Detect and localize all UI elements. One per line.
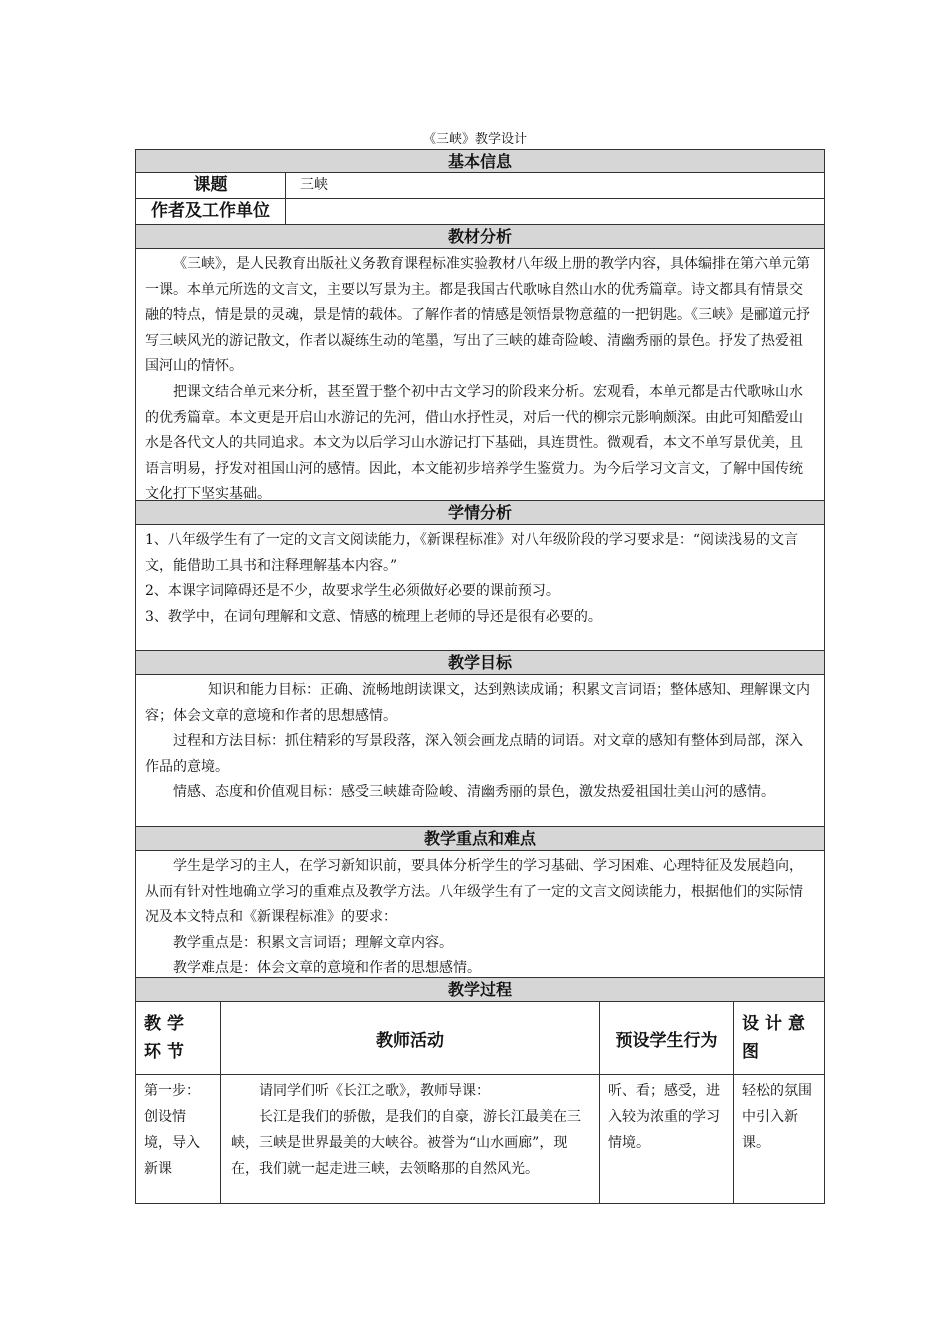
document-title: 《三峡》教学设计 xyxy=(422,132,527,147)
goal-knowledge: 知识和能力目标：正确、流畅地朗读课文，达到熟读成诵；积累文言词语；整体感知、理解课文内容；体会文章的意境和作者的思想感情。 xyxy=(145,682,810,724)
section-basic-info: 基本信息 xyxy=(135,149,825,173)
header-student-behavior: 预设学生行为 xyxy=(600,1002,734,1074)
keypoints-paragraph: 学生是学习的主人，在学习新知识前，要具体分析学生的学习基础、学习困难、心理特征及发展趋向，从而有针对性地确立学习的重难点及教学方法。八年级学生有了一定的文言文阅读能力，根据他们的实际情况及本文特点和《新课程标准》的要求： xyxy=(145,858,803,926)
topic-label: 课题 xyxy=(136,173,286,198)
difficult-point: 教学难点是：体会文章的意境和作者的思想感情。 xyxy=(173,960,481,977)
material-paragraph-2: 把课文结合单元来分析，甚至置于整个初中古文学习的阶段来分析。宏观看，本单元都是古代歌咏山水的优秀篇章。本文更是开启山水游记的先河，借山水抒性灵，对后一代的柳宗元影响颇深。由此可知酷爱山水是各代文人的共同追求。本文为以后学习山水游记打下基础，具连贯性。微观看，本文不单写景优美，且语言明易，抒发对祖国山河的感情。因此，本文能初步培养学生鉴赏力。为今后学习文言文，了解中国传统文化打下坚实基础。 xyxy=(145,383,803,503)
process-row-1 xyxy=(135,1075,825,1204)
student-behavior-cell: 听、看；感受，进入较为浓重的学习情境。 xyxy=(600,1075,734,1203)
goal-emotion: 情感、态度和价值观目标：感受三峡雄奇险峻、清幽秀丽的景色，激发热爱祖国壮美山河的感情。 xyxy=(173,784,775,801)
learner-analysis-body xyxy=(135,525,825,651)
goal-process: 过程和方法目标：抓住精彩的写景段落，深入领会画龙点睛的词语。对文章的感知有整体到局部，深入作品的意境。 xyxy=(145,733,803,775)
section-teaching-process: 教学过程 xyxy=(135,978,825,1002)
teacher-activity-intro: 请同学们听《长江之歌》，教师导课： xyxy=(259,1083,490,1099)
step-cell: 第一步：创设情境，导入新课 xyxy=(136,1075,221,1203)
design-intent-cell: 轻松的氛围中引入新课。 xyxy=(742,1083,812,1151)
lesson-plan-table xyxy=(135,149,825,1204)
author-value xyxy=(286,199,824,224)
section-learner-analysis: 学情分析 xyxy=(135,501,825,525)
section-teaching-goals: 教学目标 xyxy=(135,651,825,675)
teaching-goals-body xyxy=(135,675,825,827)
topic-value: 三峡 xyxy=(300,177,328,193)
learner-item-1: 1、八年级学生有了一定的文言文阅读能力，《新课程标准》对八年级阶段的学习要求是：“阅读浅易的文言文，能借助工具书和注释理解基本内容。” xyxy=(145,532,799,574)
process-header-row xyxy=(135,1002,825,1075)
teacher-activity-cell xyxy=(221,1075,600,1203)
learner-item-3: 3、教学中，在词句理解和文意、情感的梳理上老师的导还是很有必要的。 xyxy=(145,608,602,625)
section-material-analysis: 教材分析 xyxy=(135,225,825,249)
header-step: 教学环节 xyxy=(136,1002,221,1074)
material-paragraph-1: 《三峡》，是人民教育出版社义务教育课程标准实验教材八年级上册的教学内容，具体编排在第六单元第一课。本单元所选的文言文，主要以写景为主。都是我国古代歌咏自然山水的优秀篇章。诗文都具有情景交融的特点，情是景的灵魂，景是情的载体。了解作者的情感是领悟景物意蕴的一把钥匙。《三峡》是郦道元抒写三峡风光的游记散文，作者以凝练生动的笔墨，写出了三峡的雄奇险峻、清幽秀丽的景色。抒发了热爱祖国河山的情怀。 xyxy=(145,256,810,375)
author-label: 作者及工作单位 xyxy=(136,199,286,224)
header-teacher-activity: 教师活动 xyxy=(221,1002,600,1074)
teacher-activity-text: 长江是我们的骄傲，是我们的自豪，游长江最美在三峡，三峡是世界最美的大峡谷。被誉为“山水画廊”，现在，我们就一起走进三峡，去领略那的自然风光。 xyxy=(231,1109,581,1177)
header-design-intent: 设计意图 xyxy=(742,1014,811,1062)
learner-item-2: 2、本课字词障碍还是不少，故要求学生必须做好必要的课前预习。 xyxy=(145,583,560,600)
key-points-body xyxy=(135,851,825,978)
material-analysis-body xyxy=(135,249,825,501)
section-key-points: 教学重点和难点 xyxy=(135,827,825,851)
key-point: 教学重点是：积累文言词语；理解文章内容。 xyxy=(173,934,453,951)
author-row xyxy=(135,199,825,225)
topic-row xyxy=(135,173,825,199)
